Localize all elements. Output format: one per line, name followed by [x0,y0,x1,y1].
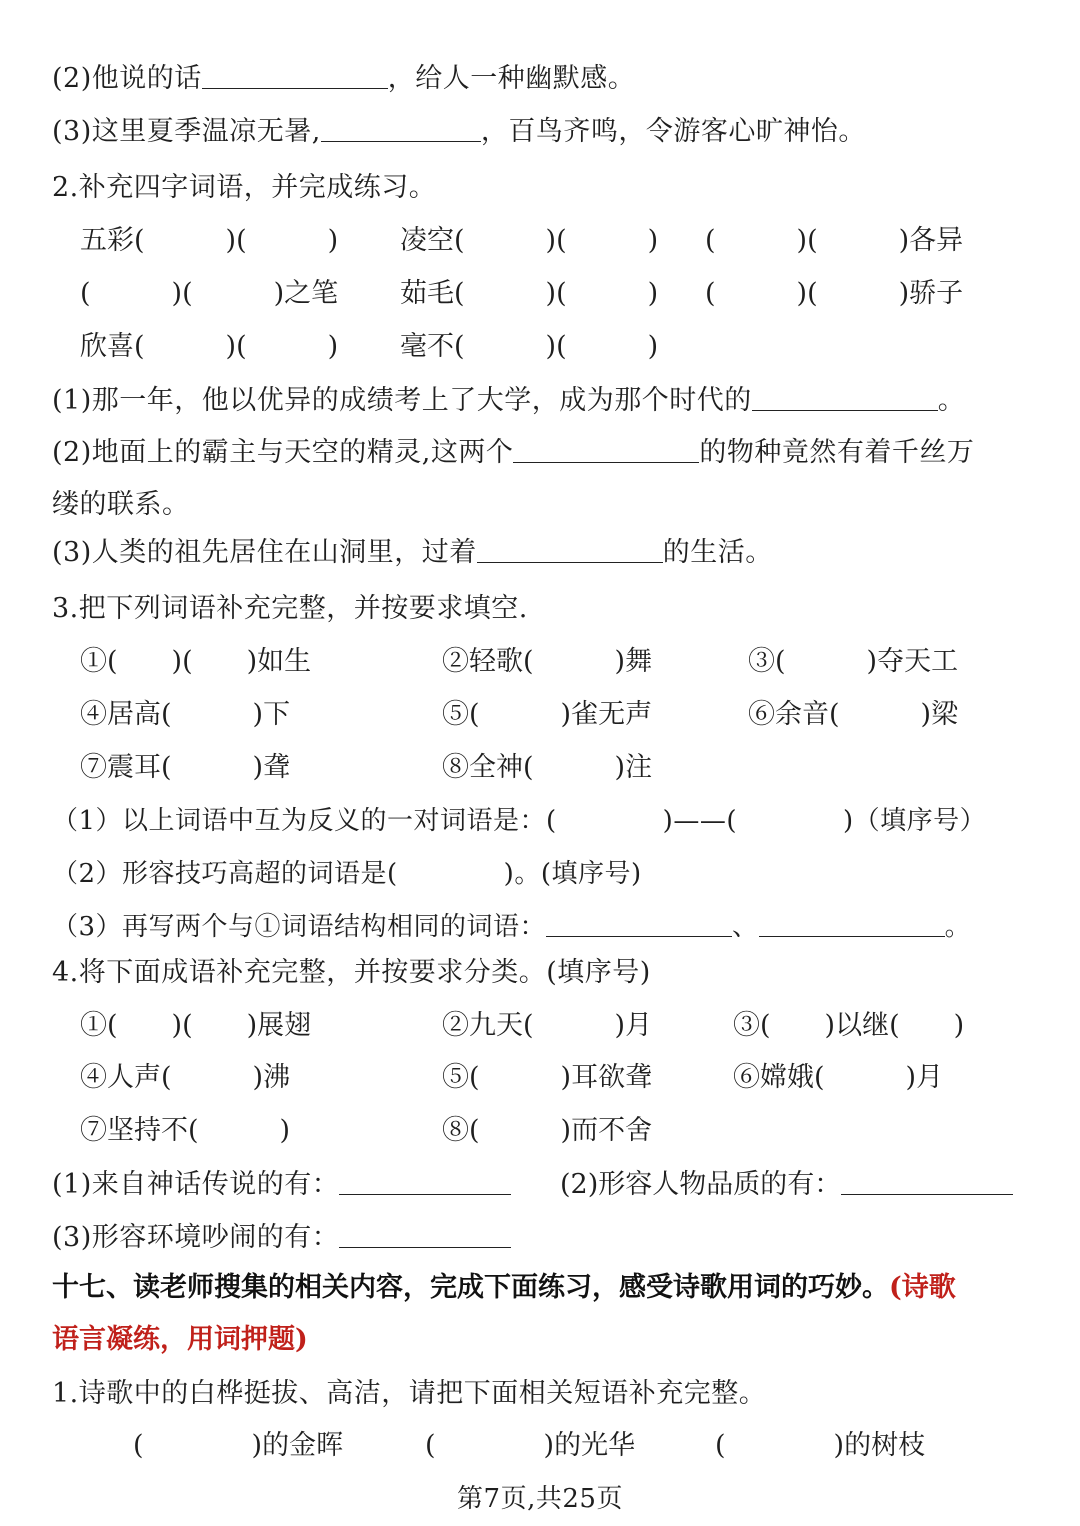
section-heading-note: (诗歌 [889,1272,956,1303]
question-line [52,432,1040,472]
idiom-fill[interactable]: ②轻歌( )舞 [442,646,653,677]
idiom-fill[interactable]: ②九天( )月 [442,1010,653,1041]
question-line [52,111,1040,151]
section-heading-note: 语言凝练，用词押题) [52,1324,308,1355]
question-text: (3)人类的祖先居住在山洞里，过着 [52,537,477,568]
question-text: ，给人一种幽默感。 [387,63,636,94]
answer-blank[interactable] [546,906,732,937]
answer-blank[interactable] [513,432,699,463]
idiom-fill[interactable]: ⑥嫦娥( )月 [733,1062,944,1093]
question-line: 缕的联系。 [52,489,190,520]
answer-blank[interactable] [841,1164,1013,1195]
idiom-fill[interactable]: ①( )( )如生 [80,646,312,677]
question-line [52,58,1040,98]
idiom-fill[interactable]: 欣喜( )( ) [80,331,339,362]
answer-blank[interactable] [759,906,945,937]
question-line [52,1217,1040,1257]
idiom-fill[interactable]: ⑤( )雀无声 [442,699,653,730]
question-text: (2)地面上的霸主与天空的精灵,这两个 [52,437,514,468]
idiom-fill[interactable]: ③( )夺天工 [748,646,959,677]
section-heading [52,1262,1040,1314]
question-line: （1）以上词语中互为反义的一对词语是：( )——( )（填序号） [52,806,987,836]
question-title: 4.将下面成语补充完整，并按要求分类。(填序号) [52,957,651,988]
idiom-fill[interactable]: ⑧全神( )注 [442,752,653,783]
question-text: 。 [944,912,972,942]
question-text: （3）再写两个与①词语结构相同的词语： [52,912,547,942]
idiom-fill[interactable]: ④人声( )沸 [80,1062,291,1093]
idiom-fill[interactable]: ( )( )各异 [705,225,964,256]
question-line [560,1164,1013,1204]
idiom-fill[interactable]: 茹毛( )( ) [400,278,659,309]
question-text: (1)那一年，他以优异的成绩考上了大学，成为那个时代的 [52,385,752,416]
answer-blank[interactable] [339,1217,511,1248]
idiom-fill[interactable]: ( )( )骄子 [705,278,964,309]
answer-blank[interactable] [339,1164,511,1195]
idiom-fill[interactable]: ⑦坚持不( ) [80,1115,291,1146]
question-line [52,532,1040,572]
question-text: ，百鸟齐鸣，令游客心旷神怡。 [480,116,866,147]
answer-blank[interactable] [752,380,938,411]
idiom-fill[interactable]: ⑧( )而不舍 [442,1115,653,1146]
question-text: (1)来自神话传说的有： [52,1169,340,1200]
idiom-fill[interactable]: ( )( )之笔 [80,278,339,309]
idiom-fill[interactable]: ⑦震耳( )聋 [80,752,291,783]
section-heading-text: 十七、读老师搜集的相关内容，完成下面练习，感受诗歌用词的巧妙。 [52,1272,889,1303]
question-title: 1.诗歌中的白桦挺拔、高洁，请把下面相关短语补充完整。 [52,1378,767,1409]
idiom-fill[interactable]: ①( )( )展翅 [80,1010,312,1041]
question-text: (3)形容环境吵闹的有： [52,1222,340,1253]
idiom-fill[interactable]: ③( )以继( ) [733,1010,965,1041]
question-text: (3)这里夏季温凉无暑, [52,116,321,147]
idiom-fill[interactable]: 毫不( )( ) [400,331,659,362]
question-line [52,906,1040,946]
idiom-fill[interactable]: 五彩( )( ) [80,225,339,256]
page-number: 第7页,共25页 [457,1484,623,1514]
answer-blank[interactable] [477,532,663,563]
idiom-fill[interactable]: ⑥余音( )梁 [748,699,959,730]
phrase-fill[interactable]: ( )的金晖 [133,1430,344,1461]
answer-blank[interactable] [202,58,388,89]
phrase-fill[interactable]: ( )的树枝 [715,1430,926,1461]
question-text: 。 [937,385,966,416]
question-text: (2)形容人物品质的有： [560,1169,842,1200]
question-text: (2)他说的话 [52,63,202,94]
question-text: 的生活。 [662,537,773,568]
idiom-fill[interactable]: ⑤( )耳欲聋 [442,1062,653,1093]
question-title: 3.把下列词语补充完整，并按要求填空. [52,593,528,624]
phrase-fill[interactable]: ( )的光华 [425,1430,636,1461]
question-title: 2.补充四字词语，并完成练习。 [52,172,437,203]
question-text: 、 [732,912,759,942]
idiom-fill[interactable]: ④居高( )下 [80,699,291,730]
question-line [52,380,1040,420]
question-line: （2）形容技巧高超的词语是( )。(填序号) [52,859,642,889]
idiom-fill[interactable]: 凌空( )( ) [400,225,659,256]
question-text: 的物种竟然有着千丝万 [699,437,975,468]
answer-blank[interactable] [321,111,481,142]
